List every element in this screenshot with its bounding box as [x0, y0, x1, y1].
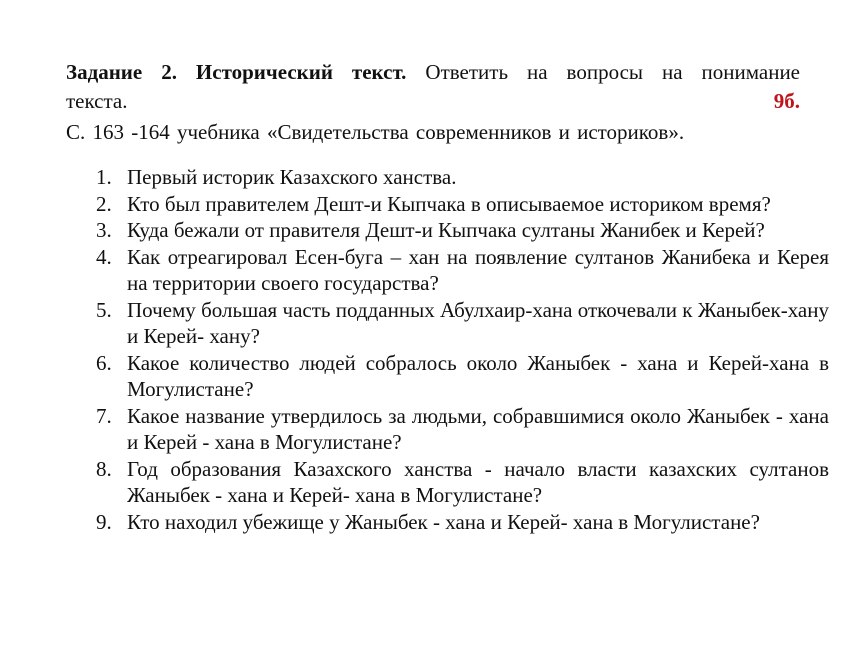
question-text: Почему большая часть подданных Абулхаир-хана откочевали к Жаныбек-хану и Керей- хану?: [127, 297, 829, 348]
question-number: 6.: [96, 350, 112, 375]
question-number: 4.: [96, 244, 112, 269]
question-list: [96, 164, 829, 535]
question-item: [96, 456, 829, 509]
question-number: 8.: [96, 456, 112, 481]
question-item: [96, 509, 829, 536]
task-heading: [66, 58, 800, 87]
task-instruction: Ответить на вопросы на понимание: [425, 60, 801, 84]
question-text: Первый историк Казахского ханства.: [127, 165, 457, 189]
question-item: [96, 217, 829, 244]
question-text: Год образования Казахского ханства - начало власти казахских султанов Жаныбек - хана и Керей- хана в Могулистане?: [127, 456, 829, 507]
question-text: Какое название утвердилось за людьми, собравшимися около Жаныбек - хана и Керей - хана в Могулистане?: [127, 403, 829, 454]
question-text: Как отреагировал Есен-буга – хан на появление султанов Жанибека и Керея на территории своего государства?: [127, 244, 829, 295]
question-item: [96, 297, 829, 350]
question-item: [96, 164, 829, 191]
question-text: Какое количество людей собралось около Жаныбек - хана и Керей-хана в Могулистане?: [127, 350, 829, 401]
question-number: 9.: [96, 509, 112, 534]
question-number: 5.: [96, 297, 112, 322]
question-number: 7.: [96, 403, 112, 428]
question-text: Кто находил убежище у Жаныбек - хана и Керей- хана в Могулистане?: [127, 509, 760, 534]
textbook-source: С. 163 -164 учебника «Свидетельства современников и историков».: [66, 120, 685, 144]
document-page: [66, 58, 829, 535]
question-text: Куда бежали от правителя Дешт-и Кыпчака султаны Жанибек и Керей?: [127, 218, 765, 242]
question-item: [96, 244, 829, 297]
question-item: [96, 403, 829, 456]
question-text: Кто был правителем Дешт-и Кыпчака в описываемое историком время?: [127, 191, 771, 216]
question-item: [96, 191, 829, 218]
question-number: 2.: [96, 191, 112, 216]
question-number: 1.: [96, 165, 112, 189]
task-instruction-end: текста.: [66, 89, 128, 113]
task-heading-continuation: [66, 87, 800, 116]
question-number: 3.: [96, 218, 112, 242]
points-badge: 9б.: [773, 89, 800, 113]
task-label: Задание 2. Исторический текст.: [66, 60, 407, 84]
question-item: [96, 350, 829, 403]
